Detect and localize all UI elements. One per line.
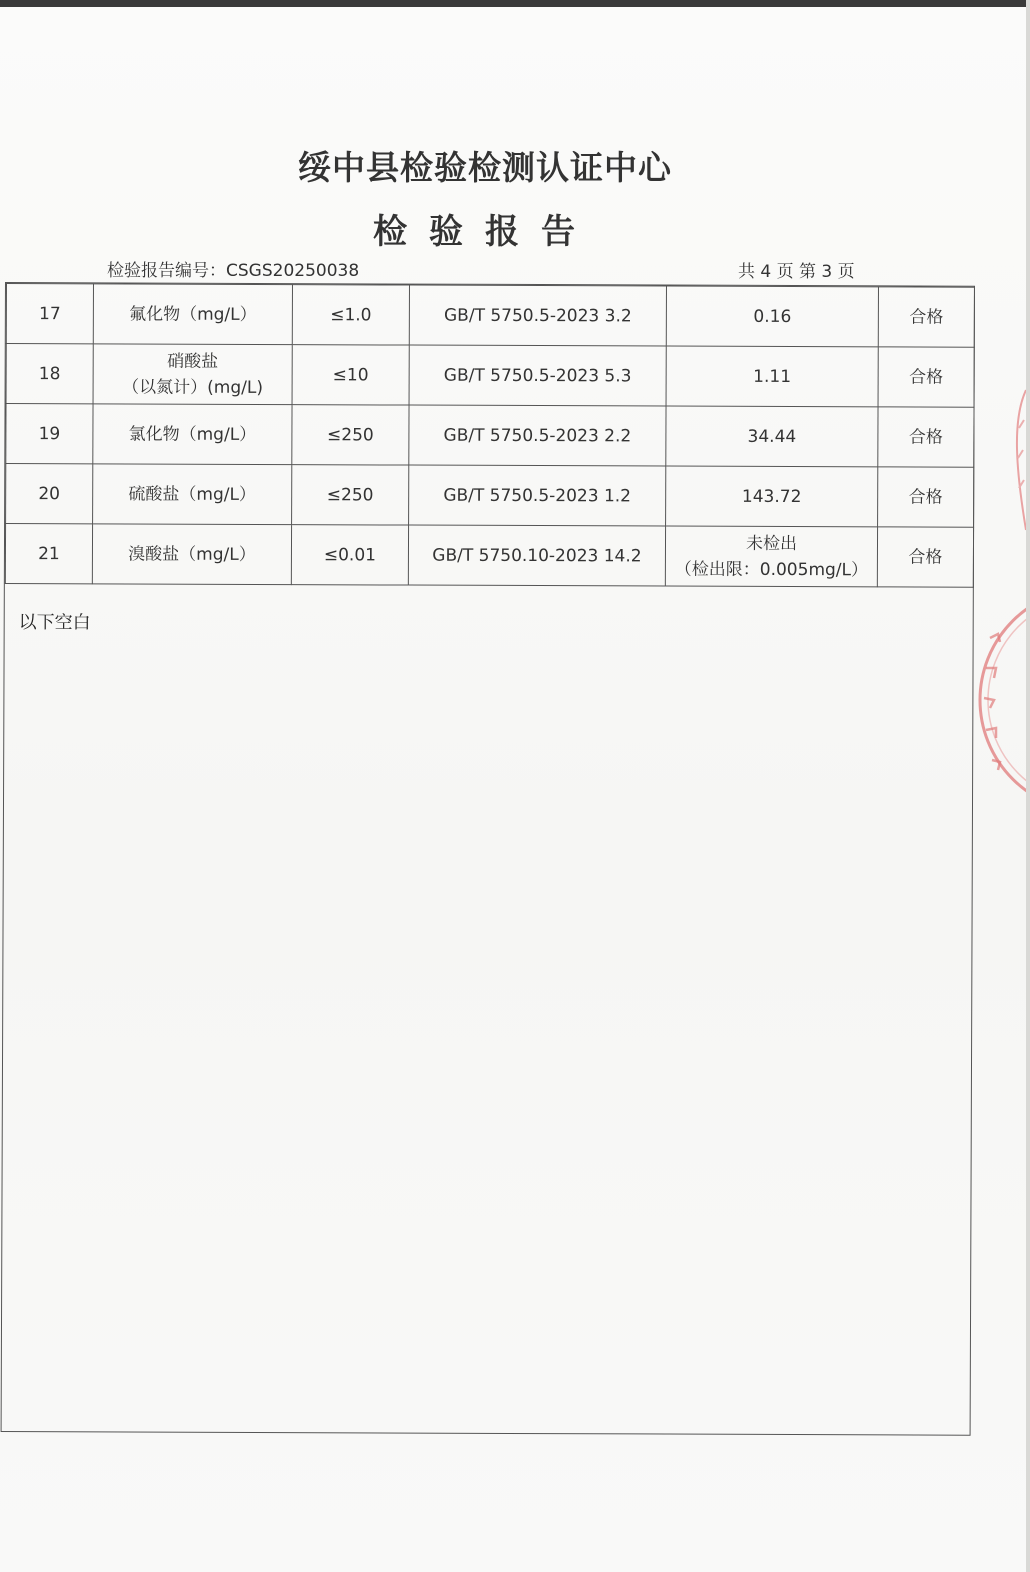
report-number-label: 检验报告编号： <box>107 261 226 281</box>
right-edge <box>1026 0 1030 1572</box>
table-row <box>5 524 973 588</box>
test-result: 143.72 <box>666 466 878 527</box>
verdict: 合格 <box>878 407 974 467</box>
test-item-line: （以氮计）(mg/L) <box>122 376 264 398</box>
organization-name: 绥中县检验检测认证中心 <box>298 148 672 187</box>
limit-value: ≤250 <box>292 405 409 465</box>
test-method: GB/T 5750.5-2023 2.2 <box>409 405 666 466</box>
results-sheet <box>1 282 975 1436</box>
table-row <box>6 344 974 408</box>
table-row <box>6 464 974 528</box>
limit-value: ≤250 <box>292 465 409 525</box>
test-result: 0.16 <box>666 286 878 347</box>
limit-value: ≤0.01 <box>291 525 408 585</box>
test-method: GB/T 5750.5-2023 1.2 <box>409 465 666 526</box>
test-result-line: （检出限：0.005mg/L） <box>674 559 869 580</box>
report-number-value: CSGS20250038 <box>226 261 360 281</box>
verdict: 合格 <box>877 527 973 587</box>
verdict: 合格 <box>878 287 974 347</box>
report-number <box>107 256 359 281</box>
test-result-line: 未检出 <box>745 533 798 554</box>
row-number: 18 <box>6 344 93 404</box>
test-result: 1.11 <box>666 346 878 407</box>
page-indicator: 共 4 页 第 3 页 <box>738 262 855 282</box>
results-table <box>5 283 975 588</box>
test-result: 34.44 <box>666 406 878 467</box>
test-method: GB/T 5750.10-2023 14.2 <box>408 525 665 586</box>
test-item: 氟化物（mg/L） <box>93 284 292 345</box>
row-number: 21 <box>5 524 92 584</box>
limit-value: ≤10 <box>292 345 409 405</box>
row-number: 19 <box>6 404 93 464</box>
table-row <box>6 404 974 468</box>
document-title: 检验报告 <box>373 212 597 252</box>
row-number: 17 <box>6 284 93 344</box>
official-seal-icon <box>972 590 1026 810</box>
test-item <box>93 344 292 405</box>
top-edge <box>0 0 1030 7</box>
test-item: 硫酸盐（mg/L） <box>93 464 292 525</box>
test-result <box>665 526 877 587</box>
seal-edge-icon <box>972 380 1026 620</box>
test-item: 氯化物（mg/L） <box>93 404 292 465</box>
test-method: GB/T 5750.5-2023 3.2 <box>409 285 666 346</box>
blank-below-note: 以下空白 <box>18 612 91 634</box>
test-method: GB/T 5750.5-2023 5.3 <box>409 345 666 406</box>
limit-value: ≤1.0 <box>292 285 409 345</box>
verdict: 合格 <box>878 467 974 527</box>
test-item: 溴酸盐（mg/L） <box>92 524 291 585</box>
test-item-line: 硝酸盐 <box>167 351 219 372</box>
verdict: 合格 <box>878 347 974 407</box>
table-row <box>6 284 974 348</box>
row-number: 20 <box>6 464 93 524</box>
